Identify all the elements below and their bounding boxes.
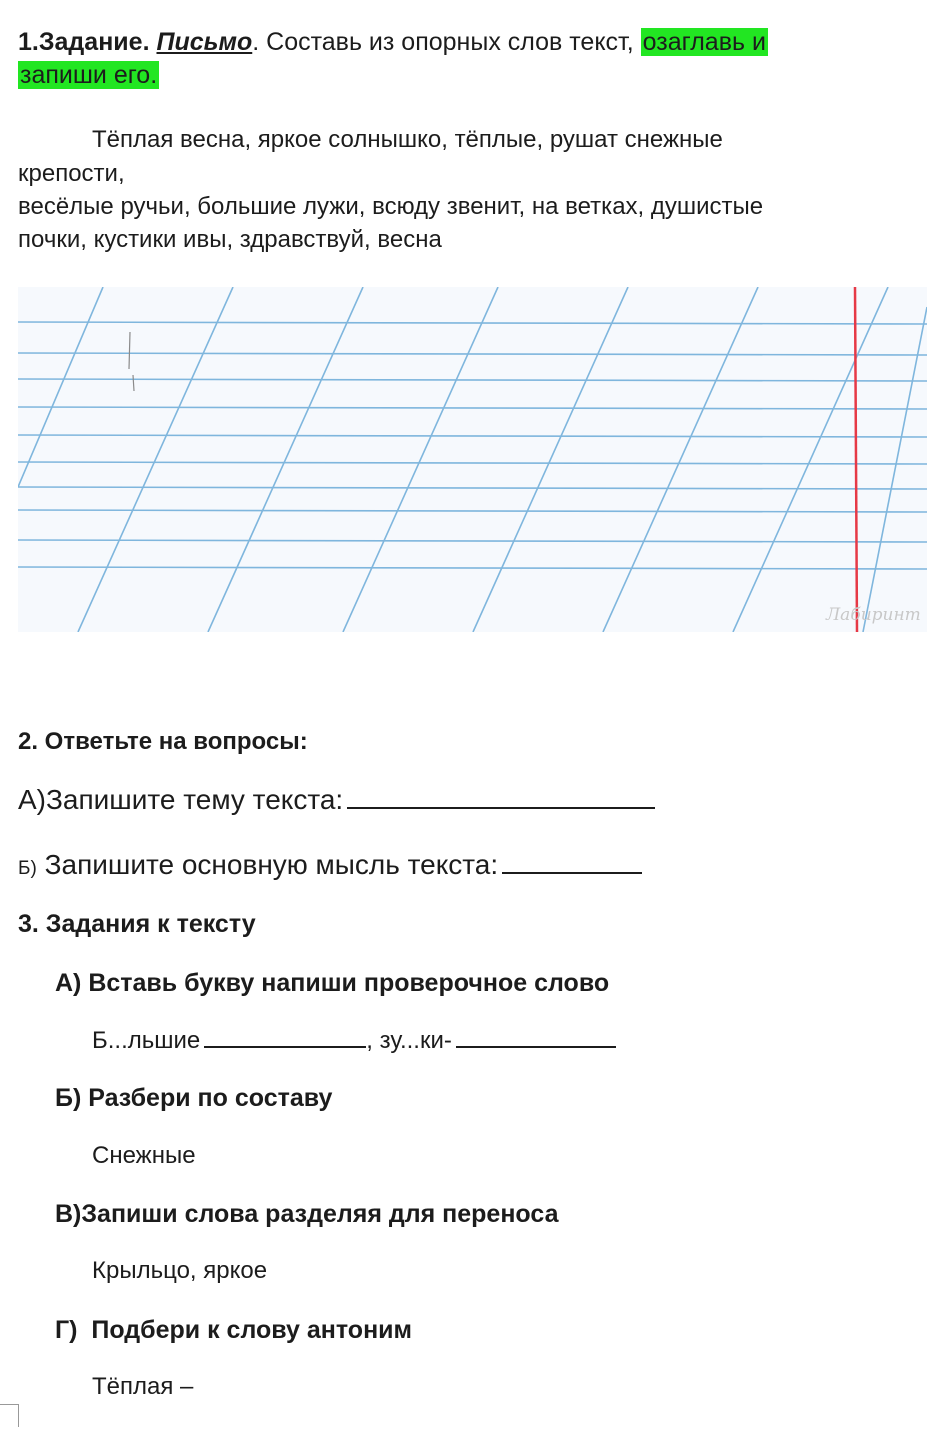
task3-b-title: Б) Разбери по составу — [55, 1084, 333, 1112]
task3-a-word2: , зу...ки- — [366, 1027, 452, 1054]
support-words-line-2: крепости, — [18, 160, 125, 187]
answer-line-check-word-2[interactable] — [456, 1045, 616, 1048]
task3-a-title: А) Вставь букву напиши проверочное слово — [55, 969, 610, 997]
task3-c-words: Крыльцо, яркое — [92, 1257, 268, 1284]
answer-line-check-word-1[interactable] — [204, 1045, 366, 1048]
task3-d-title: Г) Подбери к слову антоним — [55, 1316, 413, 1344]
answer-line-theme[interactable] — [347, 806, 655, 809]
writing-area[interactable] — [18, 287, 927, 632]
task2-question-a — [18, 783, 655, 817]
margin-line — [855, 287, 857, 632]
task2-question-a-text: А)Запишите тему текста: — [18, 784, 344, 815]
task3-a-words — [92, 1027, 616, 1056]
answer-line-main-idea[interactable] — [502, 871, 642, 874]
task1-label: Задание. — [38, 28, 150, 56]
task1-heading — [18, 27, 768, 57]
task2-heading: 2. Ответьте на вопросы: — [18, 728, 308, 755]
task2-question-b-text: Запишите основную мысль текста: — [44, 849, 499, 880]
task3-c-title: В)Запиши слова разделяя для переноса — [55, 1200, 559, 1228]
notebook-lines — [18, 287, 927, 632]
task3-a-word1: Б...льшие — [92, 1027, 201, 1054]
task1-title: Письмо — [156, 28, 253, 56]
task3-b-word: Снежные — [92, 1142, 196, 1169]
support-words-line-1: Тёплая весна, яркое солнышко, тёплые, рушат снежные — [92, 126, 723, 153]
task1-highlight-1: озаглавь и — [642, 28, 766, 56]
task1-number: 1. — [18, 28, 39, 56]
page-corner-mark — [0, 1404, 19, 1427]
support-words-line-3: весёлые ручьи, большие лужи, всюду звенит, на ветках, душистые — [18, 193, 764, 220]
task3-d-word: Тёплая – — [92, 1373, 194, 1400]
task2-question-b-letter: Б) — [18, 858, 37, 879]
task2-question-b — [18, 848, 642, 882]
watermark: Лабиринт — [826, 605, 921, 625]
task1-highlight-2: запиши его. — [20, 61, 158, 89]
task1-heading-cont — [18, 60, 159, 90]
task3-heading: 3. Задания к тексту — [18, 910, 256, 938]
task1-instruction: . Составь из опорных слов текст, — [252, 28, 634, 56]
support-words-line-4: почки, кустики ивы, здравствуй, весна — [18, 226, 442, 253]
